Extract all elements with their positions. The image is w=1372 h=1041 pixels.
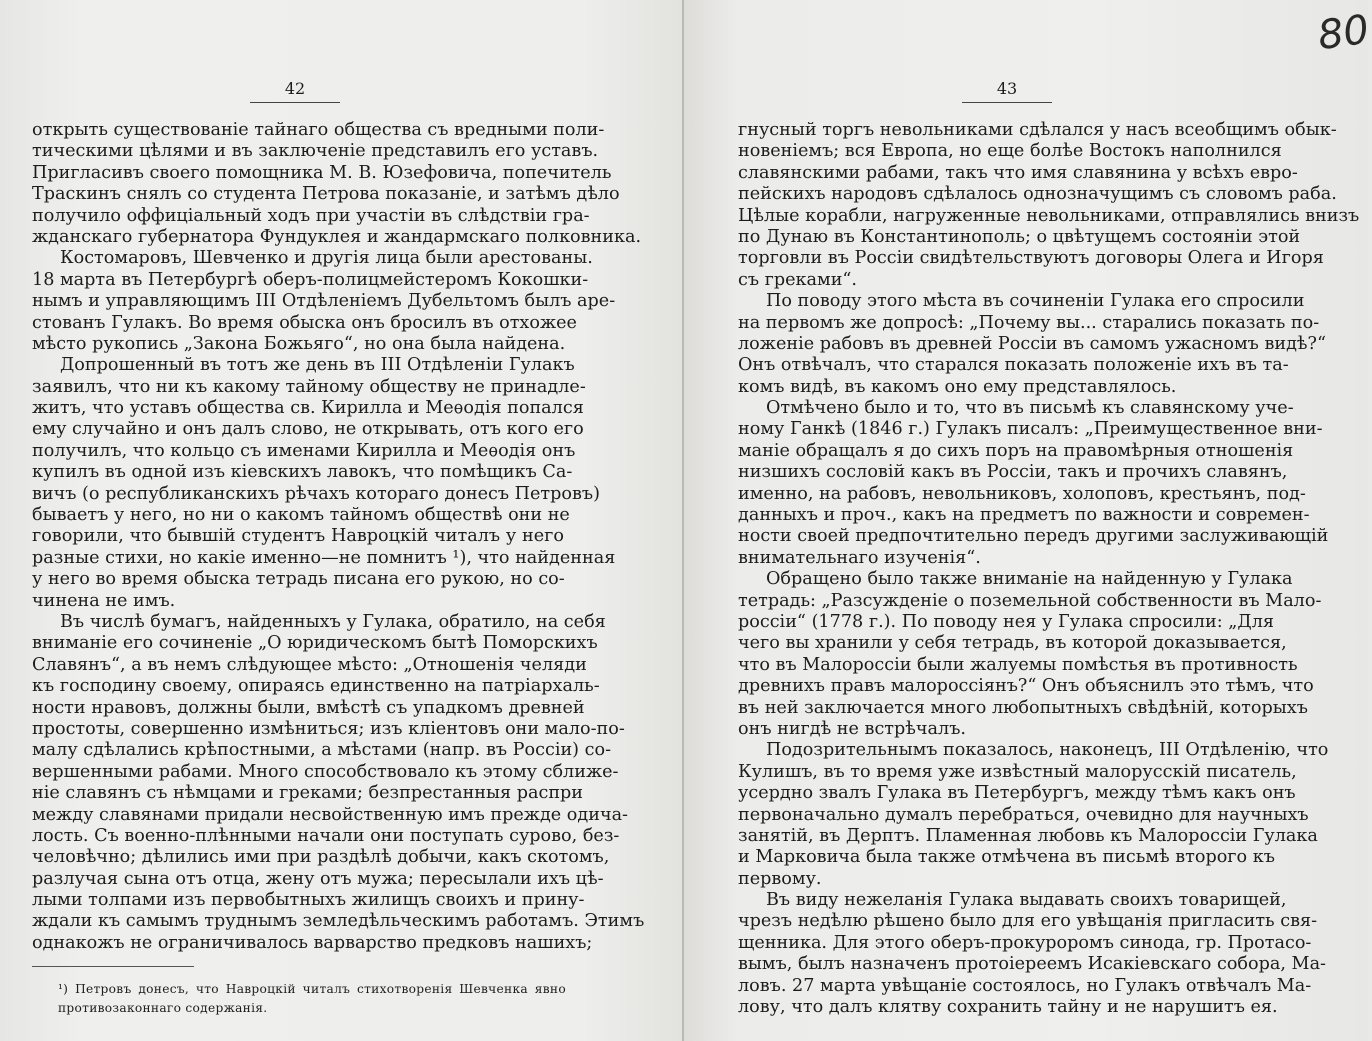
text-line: получило оффиціальный ходъ при участіи въ слѣдствіи гра- <box>32 205 590 226</box>
text-line: ніе славянъ съ нѣмцами и греками; безпрестанныя распри <box>32 783 584 804</box>
text-line: къ господину своему, опираясь единственно на патріархаль- <box>32 676 600 697</box>
text-line: пейскихъ народовъ сдѣлалось однозначущимъ съ словомъ раба. <box>738 184 1337 205</box>
text-line: открыть существованіе тайнаго общества съ вредными поли- <box>32 120 605 140</box>
text-line: славянскими рабами, такъ что имя славянина у всѣхъ евро- <box>738 162 1298 183</box>
text-line: въ ней заключается много любопытныхъ свѣдѣній, которыхъ <box>738 697 1308 718</box>
text-line: Костомаровъ, Шевченко и другія лица были арестованы. <box>60 248 593 269</box>
text-line: разлучая сына отъ отца, жену отъ мужа; пересылали ихъ цѣ- <box>32 868 604 889</box>
text-line: что въ Малороссіи были жалуемы помѣстья въ противность <box>738 654 1298 675</box>
footnote-line: ¹) Петровъ донесъ, что Навроцкій читалъ стихотворенія Шевченка явно <box>58 982 566 996</box>
text-line: у него во время обыска тетрадь писана его рукою, но со- <box>32 569 565 590</box>
text-line: первоначально думалъ перебраться, очевидно для научныхъ <box>738 804 1309 825</box>
text-line: По поводу этого мѣста въ сочиненіи Гулака его спросили <box>766 291 1305 312</box>
text-line: торговли въ Россіи свидѣтельствуютъ договоры Олега и Игоря <box>738 248 1324 269</box>
text-line: новеніемъ; вся Европа, но еще болѣе Востокъ наполнился <box>738 141 1282 162</box>
text-line: заявилъ, что ни къ какому тайному обществу не принадле- <box>32 376 586 397</box>
text-line: стованъ Гулакъ. Во время обыска онъ бросилъ въ отхожее <box>32 312 577 333</box>
text-line: разные стихи, но какіе именно—не помнитъ ¹), что найденная <box>32 547 616 568</box>
text-line: жданскаго губернатора Фундуклея и жандармскаго полковника. <box>32 226 642 247</box>
left-page-body-text <box>32 120 645 954</box>
text-line: между славянами придали несвойственную имъ прежде одича- <box>32 804 629 825</box>
text-line: усердно звалъ Гулака въ Петербургъ, между тѣмъ какъ онъ <box>738 783 1296 804</box>
text-line: россіи“ (1778 г.). По поводу нея у Гулака спросили: „Для <box>738 611 1274 632</box>
text-line: съ греками“. <box>738 269 858 290</box>
text-line: данныхъ и проч., какъ на предметъ по важности и современ- <box>738 505 1310 526</box>
text-line: купилъ въ одной изъ кіевскихъ лавокъ, что помѣщикъ Са- <box>32 462 573 483</box>
text-line: Пригласивъ своего помощника М. В. Юзефовича, попечитель <box>32 162 612 183</box>
text-line: ложеніе рабовъ въ древней Россіи въ самомъ ужасномъ видѣ?“ <box>738 333 1326 354</box>
text-line: первому. <box>738 868 822 889</box>
text-line: Обращено было также вниманіе на найденную у Гулака <box>766 569 1293 590</box>
footnote-separator <box>32 966 194 967</box>
text-line: Подозрительнымъ показалось, наконецъ, III Отдѣленію, что <box>766 740 1329 761</box>
text-line: тическими цѣлями и въ заключеніе представилъ его уставъ. <box>32 141 599 162</box>
text-line: ному Ганкѣ (1846 г.) Гулакъ писалъ: „Преимущественное вни- <box>738 419 1323 440</box>
text-line: Въ числѣ бумагъ, найденныхъ у Гулака, обратило, на себя <box>60 611 606 632</box>
text-line: Въ виду нежеланія Гулака выдавать своихъ товарищей, <box>766 890 1287 911</box>
text-line: вичъ (о республиканскихъ рѣчахъ котораго донесъ Петровъ) <box>32 483 600 504</box>
right-page-number-rule <box>962 102 1052 103</box>
text-line: 18 марта въ Петербургѣ оберъ-полицмейстеромъ Кокошки- <box>32 269 589 290</box>
text-line: человѣчно; дѣлились ими при раздѣлѣ добычи, какъ скотомъ, <box>32 847 610 868</box>
left-page-footnote <box>58 980 566 1018</box>
text-line: вершенными рабами. Много способствовало къ этому сближе- <box>32 761 619 782</box>
text-line: однакожъ не ограничивалось варварство предковъ нашихъ; <box>32 932 593 953</box>
archive-folio-number: 80 <box>1315 6 1372 60</box>
text-line: маніе обращалъ я до сихъ поръ на правомѣрныя отношенія <box>738 440 1294 461</box>
text-line: ждали къ самымъ труднымъ земледѣльческимъ работамъ. Этимъ <box>32 911 645 932</box>
text-line: говорили, что бывшій студентъ Навроцкій читалъ у него <box>32 526 564 547</box>
left-page-number <box>250 79 340 103</box>
left-page-number-rule <box>250 102 340 103</box>
text-line: получилъ, что кольцо съ именами Кирилла и Меѳодія онъ <box>32 440 576 461</box>
text-line: мѣсто рукопись „Закона Божьяго“, но она была найдена. <box>32 333 566 354</box>
text-line: Цѣлые корабли, нагруженные невольниками, отправлялись внизъ <box>738 205 1360 226</box>
text-line: чрезъ недѣлю рѣшено было для его увѣщанія пригласить свя- <box>738 911 1318 932</box>
text-line: щенника. Для этого оберъ-прокуроромъ синода, гр. Протасо- <box>738 932 1312 953</box>
book-gutter <box>682 0 684 1041</box>
text-line: лову, что далъ клятву сохранить тайну и не нарушитъ ея. <box>738 997 1278 1018</box>
text-line: Кулишъ, въ то время уже извѣстный малорусскій писатель, <box>738 761 1297 782</box>
text-line: лыми толпами изъ первобытныхъ жилищъ своихъ и прину- <box>32 890 585 911</box>
text-line: ему случайно и онъ далъ слово, не открывать, отъ кого его <box>32 419 584 440</box>
text-line: занятій, въ Дерптъ. Пламенная любовь къ Малороссіи Гулака <box>738 825 1318 846</box>
text-line: по Дунаю въ Константинополь; о цвѣтущемъ состояніи этой <box>738 226 1301 247</box>
text-line: житъ, что уставъ общества св. Кирилла и Меѳодія попался <box>32 398 584 419</box>
text-line: малу сдѣлались крѣпостными, а мѣстами (напр. въ Россіи) со- <box>32 740 612 761</box>
text-line: ности нравовъ, должны были, вмѣстѣ съ упадкомъ древней <box>32 697 585 718</box>
right-page-number-text: 43 <box>996 79 1018 98</box>
text-line: чинена не имъ. <box>32 590 176 611</box>
right-page-number <box>962 79 1052 103</box>
text-line: и Марковича была также отмѣчена въ письмѣ второго къ <box>738 847 1275 868</box>
text-line: внимательнаго изученія“. <box>738 547 981 568</box>
text-line: лость. Съ военно-плѣнными начали они поступать сурово, без- <box>32 825 620 846</box>
text-line: тетрадь: „Разсужденіе о поземельной собственности въ Мало- <box>738 590 1322 611</box>
text-line: вниманіе его сочиненіе „О юридическомъ бытѣ Поморскихъ <box>32 633 598 654</box>
text-line: чего вы хранили у себя тетрадь, въ которой доказывается, <box>738 633 1287 654</box>
text-line: Онъ отвѣчалъ, что старался показать положеніе ихъ въ та- <box>738 355 1289 376</box>
text-line: комъ видѣ, въ какомъ оно ему представлялось. <box>738 376 1177 397</box>
text-line: бываетъ у него, но ни о какомъ тайномъ обществѣ они не <box>32 505 570 526</box>
text-line: древнихъ правъ малороссіянъ?“ Онъ объяснилъ это тѣмъ, что <box>738 676 1314 697</box>
text-line: ности своей предпочтительно передъ другими заслуживающій <box>738 526 1329 547</box>
text-line: Славянъ“, а въ немъ слѣдующее мѣсто: „Отношенія челяди <box>32 654 587 675</box>
text-line: нымъ и управляющимъ III Отдѣленіемъ Дубельтомъ былъ аре- <box>32 291 616 312</box>
text-line: низшихъ сословій какъ въ Россіи, такъ и прочихъ славянъ, <box>738 462 1288 483</box>
text-line: именно, на рабовъ, невольниковъ, холоповъ, крестьянъ, под- <box>738 483 1306 504</box>
right-page-body-text <box>738 120 1360 1018</box>
text-line: Допрошенный въ тотъ же день въ III Отдѣленіи Гулакъ <box>60 355 575 376</box>
text-line: простоты, совершенно измѣниться; изъ кліентовъ они мало-по- <box>32 718 625 739</box>
text-line: Отмѣчено было и то, что въ письмѣ къ славянскому уче- <box>766 398 1294 419</box>
footnote-line: противозаконнаго содержанія. <box>58 1001 268 1015</box>
left-page-number-text: 42 <box>284 79 306 98</box>
text-line: на первомъ же допросѣ: „Почему вы... старались показать по- <box>738 312 1320 333</box>
text-line: вымъ, былъ назначенъ протоіереемъ Исакіевскаго собора, Ма- <box>738 954 1326 975</box>
text-line: ловъ. 27 марта увѣщаніе состоялось, но Гулакъ отвѣчалъ Ма- <box>738 975 1312 996</box>
text-line: Траскинъ снялъ со студента Петрова показаніе, и затѣмъ дѣло <box>32 184 620 205</box>
text-line: онъ нигдѣ не встрѣчалъ. <box>738 718 966 739</box>
text-line: гнусный торгъ невольниками сдѣлался у насъ всеобщимъ обык- <box>738 120 1337 140</box>
